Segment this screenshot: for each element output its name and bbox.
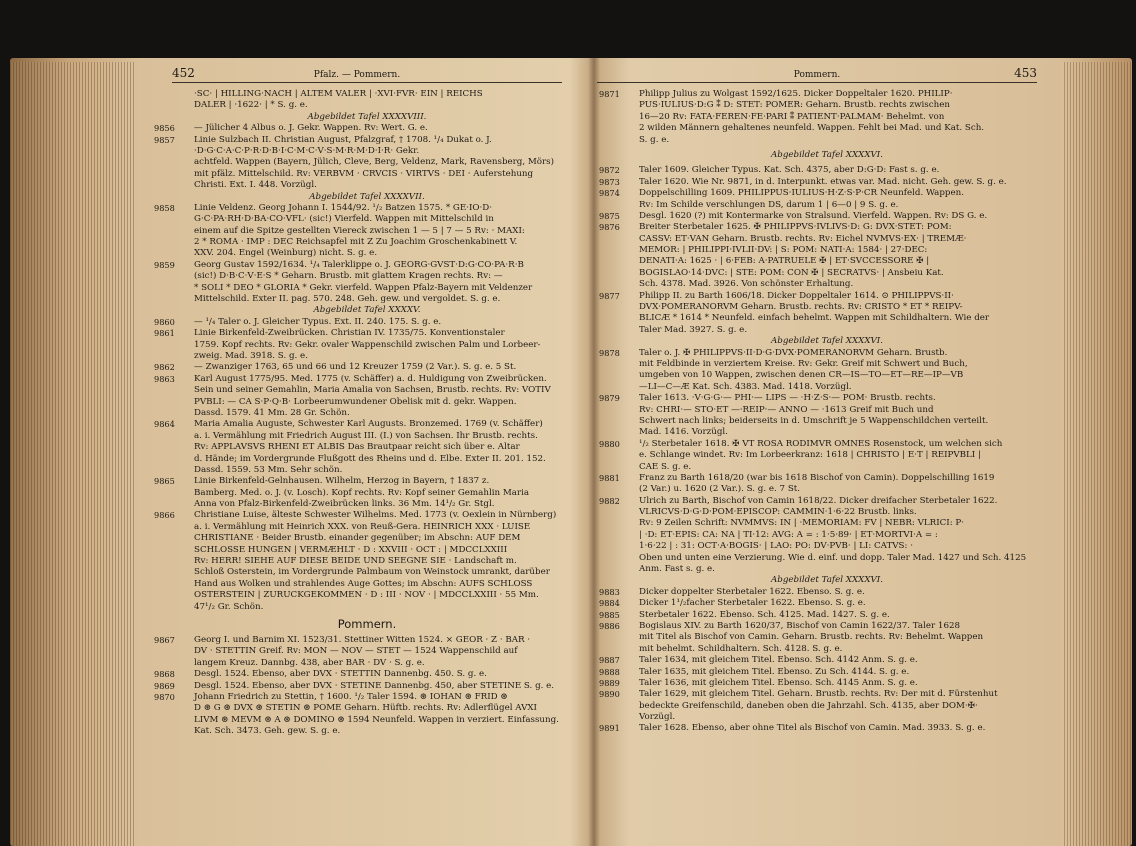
lot-text: Johann Friedrich zu Stettin, † 1600. ¹/₂ Taler 1594. ⊛ IOHAN ⊛ FRID ⊛: [194, 691, 508, 702]
lot-text: Philipp II. zu Barth 1606/18. Dicker Doppeltaler 1614. ⊙ PHILIPPVS·II·: [639, 290, 954, 301]
page-number: 452: [172, 66, 195, 80]
lot-number: 9859: [154, 259, 175, 270]
lot-number: 9873: [599, 176, 620, 187]
text-line: Sein und seiner Gemahlin, Maria Amalia von Sachsen, Brustb. rechts. Rv: VOTIV: [194, 385, 551, 396]
text-line: * SOLI * DEO * GLORIA * Gekr. vierfeld. Wappen Pfalz-Bayern mit Veldenzer: [194, 282, 533, 293]
lot-text: Franz zu Barth 1618/20 (war bis 1618 Bischof von Camin). Doppelschilling 1619: [639, 472, 995, 483]
text-line: Dassd. 1559. 53 Mm. Sehr schön.: [194, 464, 343, 475]
left-page: [152, 62, 562, 846]
header-rule: [172, 82, 562, 83]
text-line: XXV. 204. Engel (Weinburg) nicht. S. g. e.: [194, 248, 378, 259]
lot-number: 9891: [599, 723, 620, 734]
text-line: Mad. 1416. Vorzügl.: [639, 427, 728, 438]
lot-text: Linie Sulzbach II. Christian August, Pfalzgraf, † 1708. ¹/₄ Dukat o. J.: [194, 134, 492, 145]
text-line: Vorzügl.: [639, 712, 676, 723]
text-line: BLICÆ * 1614 * Neunfeld. einfach behelmt. Wappen mit Schildhaltern. Wie der: [639, 313, 990, 324]
lot-text: Desgl. 1620 (?) mit Kontermarke von Stralsund. Vierfeld. Wappen. Rv: DS G. e.: [639, 210, 988, 221]
plate-caption: Abgebildet Tafel XXXXVIII.: [307, 111, 427, 122]
page-edges-right: [1062, 62, 1132, 846]
text-line: langem Kreuz. Dannbg. 438, aber BAR · DV · S. g. e.: [194, 657, 425, 668]
lot-text: Georg Gustav 1592/1634. ¹/₄ Talerklippe o. J. GEORG·GVST·D:G·CO·PA·R·B: [194, 259, 524, 270]
text-line: mit Feldbinde in verziertem Kreise. Rv: Gekr. Greif mit Schwert und Buch,: [639, 358, 968, 369]
text-line: ·SC· | HILLING·NACH | ALTEM VALER | ·XVI·FVR· EIN | REICHS: [194, 89, 483, 99]
lot-number: 9858: [154, 202, 175, 213]
plate-caption: Abgebildet Tafel XXXXV.: [313, 305, 421, 316]
lot-number: 9861: [154, 328, 175, 339]
lot-number: 9881: [599, 472, 620, 483]
lot-number: 9866: [154, 510, 175, 521]
text-line: ·D·G·C·A·C·P·R·D·B·I·C·M·C·V·S·M·R·M·D·I·R· Gekr.: [194, 145, 420, 156]
lot-text: Desgl. 1524. Ebenso, aber DVX · STETINE Dannenbg. 450, aber STETINE S. g. e.: [194, 680, 555, 691]
text-line: Schloß Osterstein, im Vordergrunde Palmbaum von Weinstock umrankt, darüber: [194, 567, 550, 578]
left-page-text: [152, 89, 562, 737]
lot-entry: [154, 134, 562, 146]
lot-entry: [599, 609, 1037, 621]
lot-text: Taler 1613. ·V·G·G·— PHI·— LIPS — ·H·Z·S·— POM· Brustb. rechts.: [639, 393, 936, 404]
lot-entry: [599, 495, 1037, 507]
lot-entry: [154, 362, 562, 373]
lot-number: 9886: [599, 620, 620, 631]
text-line: Anna von Pfalz-Birkenfeld-Zweibrücken links. 36 Mm. 14¹/₂ Gr. Stgl.: [194, 499, 495, 510]
lot-entry: [154, 419, 562, 430]
lot-text: Taler 1636, mit gleichem Titel. Ebenso. Sch. 4145 Anm. S. g. e.: [639, 677, 918, 688]
lot-number: 9868: [154, 669, 175, 680]
lot-text: Maria Amalia Auguste, Schwester Karl Augusts. Bronzemed. 1769 (v. Schäffer): [194, 419, 543, 430]
text-line: BOGISLAO·14·DVC: | STE: POM: CON ✠ | SECRATVS· | Ansbeiu Kat.: [639, 267, 944, 278]
text-line: mit pfälz. Mittelschild. Rv: VERBVM · CRVCIS · VIRTVS · DEI · Auferstehung: [194, 168, 534, 179]
lot-text: Taler 1628. Ebenso, aber ohne Titel als Bischof von Camin. Mad. 3933. S. g. e.: [639, 723, 986, 734]
lot-text: Ulrich zu Barth, Bischof von Camin 1618/22. Dicker dreifacher Sterbetaler 1622.: [639, 495, 998, 506]
lot-entry: [599, 666, 1037, 678]
lot-entry: [599, 165, 1037, 176]
text-line: Rv: Im Schilde verschlungen DS, darum 1 | 6—0 | 9 S. g. e.: [639, 199, 899, 210]
lot-number: 9882: [599, 495, 620, 506]
text-line: Rv: HERR! SIEHE AUF DIESE BEIDE UND SEEGNE SIE · Landschaft m.: [194, 556, 517, 567]
lot-entry: [154, 373, 562, 385]
text-line: achtfeld. Wappen (Bayern, Jülich, Cleve, Berg, Veldenz, Mark, Ravensberg, Mörs): [194, 157, 555, 168]
lot-entry: [599, 655, 1037, 666]
lot-text: Taler o. J. ✠ PHILIPPVS·II·D·G·DVX·POMERANORVM Geharn. Brustb.: [639, 347, 948, 358]
plate-caption: Abgebildet Tafel XXXXVI.: [770, 575, 883, 586]
text-line: 1·6·22 | : 31: OCT·A·BOGIS· | LAO: PO: DV·PVB· | LI: CATVS: ·: [639, 541, 913, 552]
lot-text: — Zwanziger 1763, 65 und 66 und 12 Kreuzer 1759 (2 Var.). S. g. e. 5 St.: [194, 362, 517, 373]
text-line: Rv: 9 Zeilen Schrift: NVMMVS: IN | ·MEMORIAM: FV | NEBR: VLRICI: P·: [639, 518, 965, 529]
lot-text: Taler 1635, mit gleichem Titel. Ebenso. Zu Sch. 4144. S. g. e.: [639, 666, 910, 677]
text-line: (2 Var.) u. 1620 (2 Var.). S. g. e. 7 St.: [639, 484, 801, 495]
text-line: DVX·POMERANORVM Geharn. Brustb. rechts. Rv: CRISTO * ET * REIPV-: [639, 302, 963, 313]
lot-entry: [599, 210, 1037, 222]
text-line: | ·D: ET·EPIS: CA: NA | TI·12: AVG: A = : 1·5·89· | ET·MORTVI·A = :: [639, 529, 938, 540]
right-page: [597, 62, 1037, 846]
lot-text: Linie Veldenz. Georg Johann I. 1544/92. ¹/₂ Batzen 1575. * GE·IO·D·: [194, 202, 493, 213]
text-line: PUS·IULIUS·D:G ⁑ D: STET: POMER: Geharn. Brustb. rechts zwischen: [639, 100, 950, 111]
lot-number: 9864: [154, 419, 175, 430]
lot-number: 9879: [599, 393, 620, 404]
lot-number: 9880: [599, 438, 620, 449]
text-line: Oben und unten eine Verzierung. Wie d. einf. und dopp. Taler Mad. 1427 und Sch. 4125: [639, 552, 1027, 563]
text-line: 47¹/₂ Gr. Schön.: [194, 601, 264, 612]
right-page-header: [597, 62, 1037, 82]
text-line: 1759. Kopf rechts. Rv: Gekr. ovaler Wappenschild zwischen Palm und Lorbeer-: [194, 339, 541, 350]
lot-text: — Jülicher 4 Albus o. J. Gekr. Wappen. Rv: Wert. G. e.: [194, 123, 428, 134]
lot-entry: [599, 620, 1037, 632]
text-line: Mittelschild. Exter II. pag. 570. 248. Geh. gew. und vergoldet. S. g. e.: [194, 294, 501, 305]
lot-entry: [599, 188, 1037, 199]
lot-entry: [154, 669, 562, 680]
lot-entry: [599, 598, 1037, 609]
lot-number: 9862: [154, 362, 175, 373]
lot-text: Doppelschilling 1609. PHILIPPUS·IULIUS·H·Z·S·P·CR Neunfeld. Wappen.: [639, 188, 964, 199]
lot-entry: [599, 689, 1037, 700]
running-head: Pommern.: [793, 70, 841, 80]
lot-number: 9878: [599, 347, 620, 358]
text-line: S. g. e.: [639, 134, 670, 145]
text-line: Rv: CHRI·— STO·ET —·REIP·— ANNO — ·1613 Greif mit Buch und: [639, 404, 934, 415]
text-line: a. i. Vermählung mit Heinrich XXX. von Reuß-Gera. HEINRICH XXX · LUISE: [194, 521, 531, 532]
text-line: CHRISTIANE · Beider Brustb. einander gegenüber; im Abschn: AUF DEM: [194, 533, 521, 544]
lot-number: 9870: [154, 691, 175, 702]
lot-entry: [154, 259, 562, 271]
lot-number: 9867: [154, 634, 175, 645]
text-line: Rv: APPLAVSVS RHENI ET ALBIS Das Brautpaar reicht sich über e. Altar: [194, 442, 520, 453]
lot-entry: [154, 680, 562, 692]
lot-text: Taler 1629, mit gleichem Titel. Geharn. Brustb. rechts. Rv: Der mit d. Fürstenhut: [639, 689, 998, 700]
lot-number: 9885: [599, 609, 620, 620]
page-edges-left: [10, 62, 135, 846]
lot-number: 9883: [599, 586, 620, 597]
text-line: Anm. Fast s. g. e.: [639, 564, 715, 575]
text-line: CASSV: ET·VAN Geharn. Brustb. rechts. Rv: Eichel NVMVS·EX· | TREMÆ·: [639, 233, 967, 244]
lot-text: Dicker 1¹/₂facher Sterbetaler 1622. Ebenso. S. g. e.: [639, 598, 866, 609]
text-line: DENATI·A: 1625 · | 6·FEB: A·PATRUELE ✠ | ET·SVCCESSORE ✠ |: [639, 256, 930, 267]
lot-number: 9877: [599, 290, 620, 301]
text-line: Christi. Ext. I. 448. Vorzügl.: [194, 180, 317, 191]
lot-text: Dicker doppelter Sterbetaler 1622. Ebenso. S. g. e.: [639, 586, 865, 597]
text-line: mit behelmt. Schildhaltern. Sch. 4128. S. g. e.: [639, 643, 843, 654]
lot-number: 9872: [599, 165, 620, 176]
lot-entry: [599, 89, 1037, 100]
text-line: 2 * ROMA · IMP : DEC Reichsapfel mit Z Zu Joachim Groschenkabinett V.: [194, 237, 518, 248]
header-rule: [597, 82, 1037, 83]
lot-number: 9888: [599, 666, 620, 677]
text-line: (sic!) D·B·C·V·E·S * Geharn. Brustb. mit glattem Kragen rechts. Rv: —: [194, 271, 503, 282]
text-line: 2 wilden Männern gehaltenes neunfeld. Wappen. Fehlt bei Mad. und Kat. Sch.: [639, 123, 985, 134]
lot-entry: [599, 290, 1037, 302]
lot-text: Taler 1634, mit gleichem Titel. Ebenso. Sch. 4142 Anm. S. g. e.: [639, 655, 918, 666]
lot-text: Christiane Luise, älteste Schwester Wilhelms. Med. 1773 (v. Oexlein in Nürnberg): [194, 510, 557, 521]
page-number: 453: [1014, 66, 1037, 80]
lot-text: Karl August 1775/95. Med. 1775 (v. Schäffer) a. d. Huldigung von Zweibrücken.: [194, 373, 547, 384]
lot-text: — ¹/₄ Taler o. J. Gleicher Typus. Ext. II. 240. 175. S. g. e.: [194, 316, 442, 327]
lot-entry: [599, 347, 1037, 359]
lot-entry: [599, 586, 1037, 598]
text-line: Dassd. 1579. 41 Mm. 28 Gr. Schön.: [194, 407, 350, 418]
lot-text: Taler 1620. Wie Nr. 9871, in d. Interpunkt. etwas var. Mad. nicht. Geh. gew. S. g. e.: [639, 176, 1007, 187]
text-line: PVBLI: — CA S·P·Q·B· Lorbeerumwundener Obelisk mit d. gekr. Wappen.: [194, 396, 517, 407]
lot-entry: [154, 691, 562, 703]
plate-caption: Abgebildet Tafel XXXXVI.: [770, 336, 883, 347]
lot-text: Linie Birkenfeld-Zweibrücken. Christian IV. 1735/75. Konventionstaler: [194, 328, 505, 339]
lot-text: ¹/₂ Sterbetaler 1618. ✠ VT ROSA RODIMVR OMNES Rosenstock, um welchen sich: [639, 438, 1003, 449]
lot-entry: [599, 222, 1037, 233]
lot-entry: [154, 316, 562, 328]
text-line: Bamberg. Med. o. J. (v. Losch). Kopf rechts. Rv: Kopf seiner Gemahlin Maria: [194, 487, 530, 498]
lot-entry: [599, 472, 1037, 484]
text-line: zweig. Mad. 3918. S. g. e.: [194, 350, 308, 361]
lot-number: 9884: [599, 598, 620, 609]
text-line: mit Titel als Bischof von Camin. Geharn. Brustb. rechts. Rv: Behelmt. Wappen: [639, 632, 984, 643]
lot-text: Georg I. und Barnim XI. 1523/31. Stettiner Witten 1524. × GEOR · Z · BAR ·: [194, 634, 531, 645]
lot-entry: [599, 393, 1037, 404]
text-line: MEMOR: | PHILIPPI·IVLII·DV: | S: POM: NATI·A: 1584· | 27·DEC:: [639, 245, 928, 256]
text-line: OSTERSTEIN | ZURUCKGEKOMMEN · D : III · NOV · | MDCCLXXIII · 55 Mm.: [194, 590, 539, 601]
lot-number: 9887: [599, 655, 620, 666]
text-line: DALER | ·1622· | * S. g. e.: [194, 100, 308, 111]
text-line: Schwert nach links; beiderseits in d. Umschrift je 5 Wappenschildchen verteilt.: [639, 415, 989, 426]
text-line: CAE S. g. e.: [639, 461, 692, 472]
lot-number: 9874: [599, 188, 620, 199]
section-heading: Pommern.: [337, 616, 397, 631]
lot-number: 9865: [154, 476, 175, 487]
lot-entry: [154, 476, 562, 487]
right-page-text: [597, 89, 1037, 735]
lot-text: Bogislaus XIV. zu Barth 1620/37, Bischof von Camin 1622/37. Taler 1628: [639, 620, 961, 631]
plate-caption: Abgebildet Tafel XXXXVI.: [770, 149, 883, 160]
lot-number: 9876: [599, 222, 620, 233]
lot-number: 9875: [599, 210, 620, 221]
text-line: Kat. Sch. 3473. Geh. gew. S. g. e.: [194, 726, 341, 737]
text-line: SCHLOSSE HUNGEN | VERMÆHLT · D : XXVIII · OCT : | MDCCLXXIII: [194, 544, 508, 555]
text-line: LIVM ⊛ MEVM ⊛ A ⊛ DOMINO ⊛ 1594 Neunfeld. Wappen in verziert. Einfassung.: [194, 714, 559, 725]
lot-entry: [599, 723, 1037, 734]
lot-number: 9869: [154, 680, 175, 691]
lot-number: 9857: [154, 134, 175, 145]
lot-text: Taler 1609. Gleicher Typus. Kat. Sch. 4375, aber D:G·D: Fast s. g. e.: [639, 165, 940, 176]
lot-text: Philipp Julius zu Wolgast 1592/1625. Dicker Doppeltaler 1620. PHILIP·: [639, 89, 953, 99]
lot-text: Linie Birkenfeld-Gelnhausen. Wilhelm, Herzog in Bayern, † 1837 z.: [194, 476, 490, 487]
text-line: Hand aus Wolken und strahlendes Auge Gottes; im Abschn: AUFS SCHLOSS: [194, 578, 533, 589]
text-line: e. Schlange windet. Rv: Im Lorbeerkranz: 1618 | CHRISTO | E·T | REIPVBLI |: [639, 450, 981, 461]
text-line: —LI—C—Æ Kat. Sch. 4383. Mad. 1418. Vorzügl.: [639, 381, 852, 392]
lot-number: 9856: [154, 123, 175, 134]
plate-caption: Abgebildet Tafel XXXXVII.: [309, 191, 425, 202]
lot-entry: [599, 438, 1037, 450]
text-line: umgeben von 10 Wappen, zwischen denen CR—IS—TO—ET—RE—IP—VB: [639, 370, 964, 381]
lot-number: 9860: [154, 316, 175, 327]
lot-number: 9863: [154, 373, 175, 384]
lot-entry: [154, 510, 562, 521]
text-line: VLRICVS·D·G·D·POM·EPISCOP: CAMMIN·1·6·22 Brustb. links.: [639, 507, 917, 518]
lot-text: Desgl. 1524. Ebenso, aber DVX · STETTIN Dannenbg. 450. S. g. e.: [194, 669, 487, 680]
lot-entry: [154, 328, 562, 339]
lot-entry: [599, 176, 1037, 188]
lot-text: Sterbetaler 1622. Ebenso. Sch. 4125. Mad. 1427. S. g. e.: [639, 609, 890, 620]
lot-number: 9889: [599, 677, 620, 688]
lot-number: 9871: [599, 89, 620, 99]
lot-entry: [154, 634, 562, 646]
text-line: bedeckte Greifenschild, daneben oben die Jahrzahl. Sch. 4135, aber DOM·✠·: [639, 700, 978, 711]
text-line: d. Hände; im Vordergrunde Flußgott des Rheins und d. Elbe. Exter II. 201. 152.: [194, 453, 546, 464]
text-line: D ⊛ G ⊛ DVX ⊛ STETIN ⊛ POME Geharn. Hüftb. rechts. Rv: Adlerflügel AVXI: [194, 703, 537, 714]
lot-number: 9890: [599, 689, 620, 700]
lot-entry: [154, 123, 562, 134]
left-page-header: [152, 62, 562, 82]
text-line: a. i. Vermählung mit Friedrich August III. (I.) von Sachsen. Ihr Brustb. rechts.: [194, 430, 538, 441]
lot-entry: [154, 202, 562, 214]
text-line: Taler Mad. 3927. S. g. e.: [639, 324, 748, 335]
text-line: G·C·PA·RH·D·BA·CO·VFL· (sic!) Vierfeld. Wappen mit Mittelschild in: [194, 214, 494, 225]
text-line: Sch. 4378. Mad. 3926. Von schönster Erhaltung.: [639, 279, 854, 290]
text-line: einem auf die Spitze gestellten Viereck zwischen 1 — 5 | 7 — 5 Rv: · MAXI:: [194, 225, 525, 236]
lot-text: Breiter Sterbetaler 1625. ✠ PHILIPPVS·IVLIVS·D: G: DVX·STET: POM:: [639, 222, 952, 233]
text-line: 16—20 Rv: FATA·FEREN·FE·PARI ⁑ PATIENT·PALMAM· Behelmt. von: [639, 111, 945, 122]
lot-entry: [599, 677, 1037, 689]
text-line: DV · STETTIN Greif. Rv: MON — NOV — STET — 1524 Wappenschild auf: [194, 646, 518, 657]
running-head: Pfalz. — Pommern.: [313, 70, 401, 80]
